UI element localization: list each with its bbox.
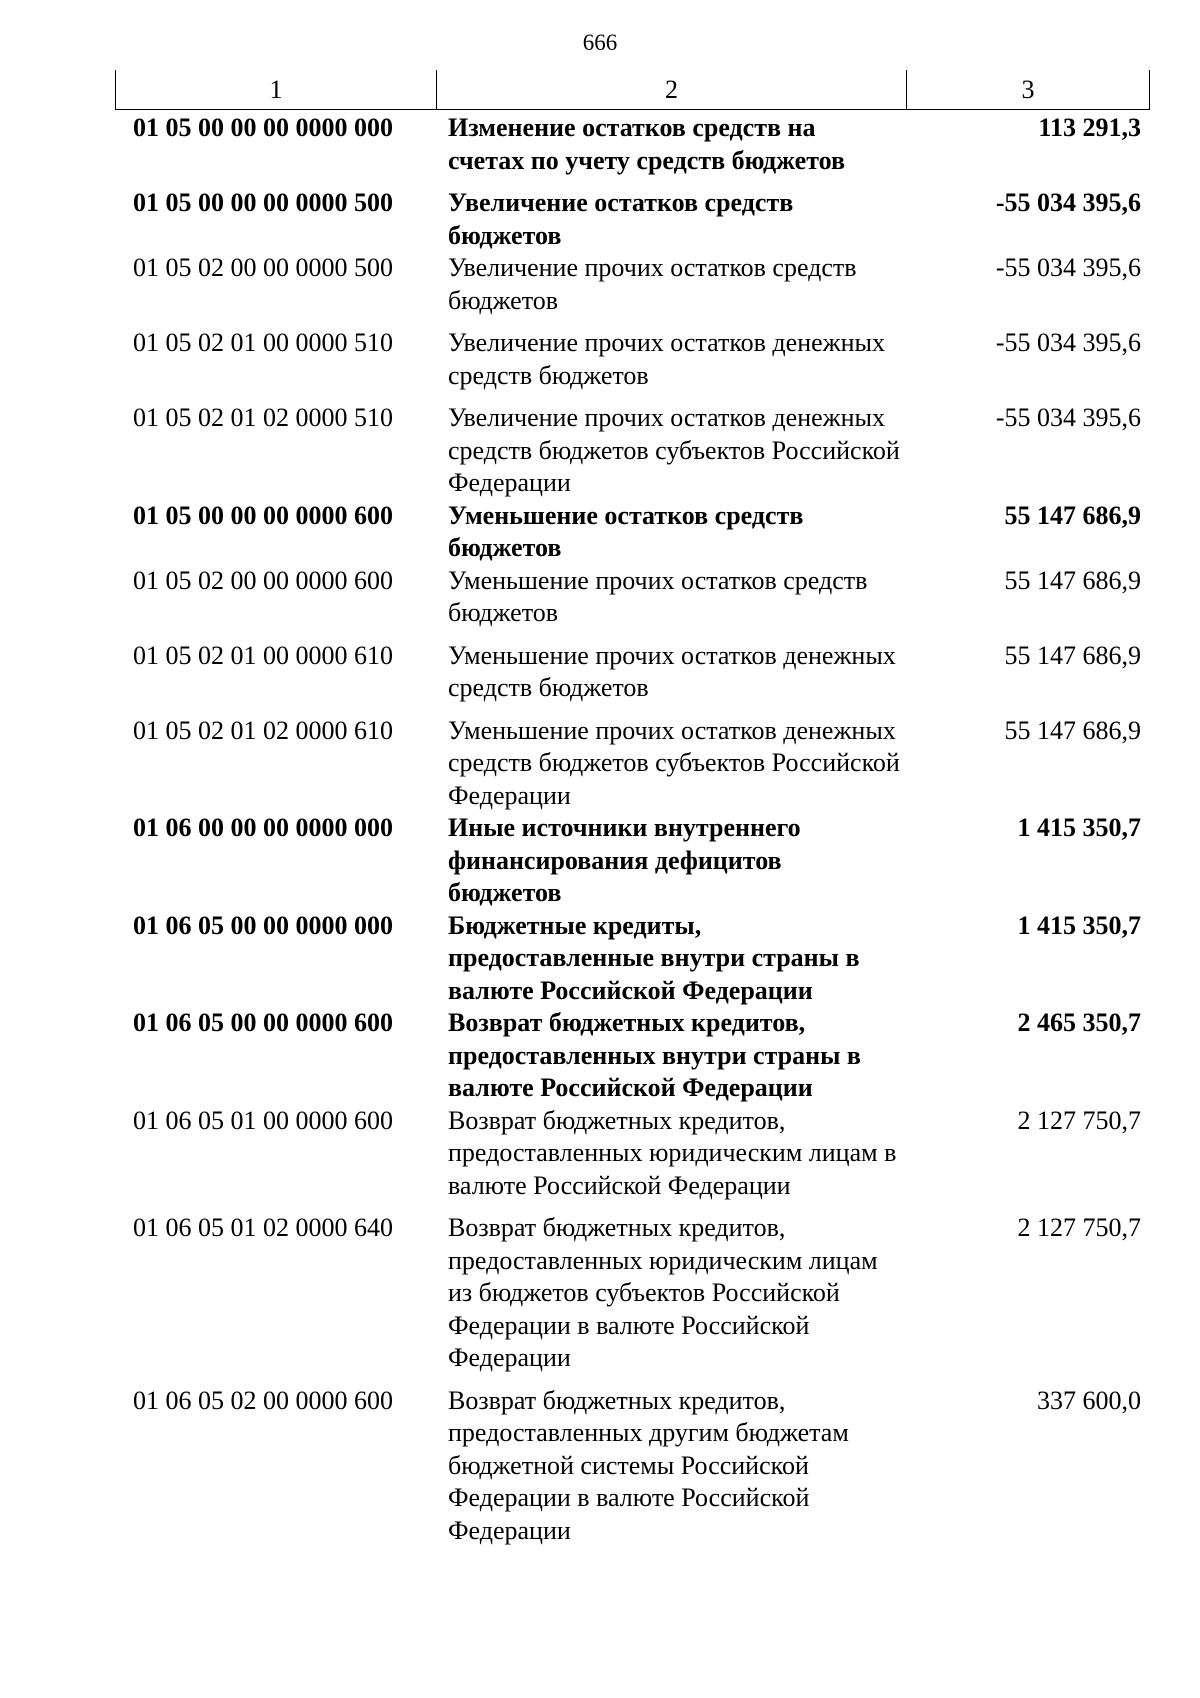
row-code: 01 06 05 00 00 0000 000 xyxy=(133,910,393,940)
row-amount: -55 034 395,6 xyxy=(995,188,1141,217)
row-code: 01 05 02 01 00 0000 610 xyxy=(133,640,393,670)
row-amount: 337 600,0 xyxy=(1037,1385,1141,1415)
row-name: Возврат бюджетных кредитов, предоставленных юридическим лицам из бюджетов субъектов Российской Федерации в валюте Российской Федерации xyxy=(448,1213,878,1372)
row-amount: 55 147 686,9 xyxy=(1004,565,1141,595)
row-amount: 2 465 350,7 xyxy=(1017,1008,1141,1037)
row-name: Иные источники внутреннего финансирования дефицитов бюджетов xyxy=(448,813,801,907)
row-code: 01 06 05 01 00 0000 600 xyxy=(133,1105,393,1135)
row-amount: 55 147 686,9 xyxy=(1004,500,1141,530)
row-code: 01 05 02 01 00 0000 510 xyxy=(133,328,393,357)
table-row xyxy=(115,327,1150,392)
row-code: 01 05 00 00 00 0000 000 xyxy=(133,113,393,142)
row-amount: 1 415 350,7 xyxy=(1017,813,1141,842)
row-amount: 1 415 350,7 xyxy=(1017,910,1141,940)
row-amount: -55 034 395,6 xyxy=(995,403,1141,432)
table-row xyxy=(115,500,1150,565)
row-amount: 113 291,3 xyxy=(1038,113,1141,142)
table-row xyxy=(115,1212,1150,1375)
row-code: 01 06 05 00 00 0000 600 xyxy=(133,1008,393,1037)
row-name: Изменение остатков средств на счетах по учету средств бюджетов xyxy=(448,113,846,175)
row-name: Увеличение прочих остатков денежных средств бюджетов xyxy=(448,328,885,390)
row-code: 01 05 02 00 00 0000 600 xyxy=(133,565,393,595)
table-row xyxy=(115,252,1150,317)
table-row xyxy=(115,565,1150,630)
table-row xyxy=(115,112,1150,177)
row-code: 01 05 02 01 02 0000 510 xyxy=(133,403,393,432)
row-amount: -55 034 395,6 xyxy=(995,253,1141,282)
row-name: Возврат бюджетных кредитов, предоставленных юридическим лицам в валюте Российской Федерации xyxy=(448,1105,897,1200)
row-code: 01 05 02 00 00 0000 500 xyxy=(133,253,393,282)
row-code: 01 06 05 01 02 0000 640 xyxy=(133,1213,393,1242)
row-name: Увеличение прочих остатков средств бюджетов xyxy=(448,253,857,315)
table-row xyxy=(115,910,1150,1008)
table-row xyxy=(115,187,1150,252)
column-header-1: 1 xyxy=(115,70,436,109)
row-code: 01 05 00 00 00 0000 600 xyxy=(133,500,393,530)
row-code: 01 06 05 02 00 0000 600 xyxy=(133,1385,393,1415)
table-row xyxy=(115,1007,1150,1105)
row-code: 01 05 00 00 00 0000 500 xyxy=(133,188,393,217)
row-name: Увеличение остатков средств бюджетов xyxy=(448,188,794,250)
row-name: Уменьшение прочих остатков денежных средств бюджетов субъектов Российской Федерации xyxy=(448,715,900,810)
row-name: Уменьшение остатков средств бюджетов xyxy=(448,500,804,562)
row-code: 01 06 00 00 00 0000 000 xyxy=(133,813,393,842)
page-number: 666 xyxy=(582,30,618,55)
table-row xyxy=(115,812,1150,910)
row-amount: 55 147 686,9 xyxy=(1004,640,1141,670)
table-row xyxy=(115,715,1150,813)
table-row xyxy=(115,1105,1150,1203)
row-name: Уменьшение прочих остатков средств бюджетов xyxy=(448,565,868,627)
table-row xyxy=(115,402,1150,500)
row-name: Возврат бюджетных кредитов, предоставленных другим бюджетам бюджетной системы Российской Федерации в валюте Российской Федерации xyxy=(448,1385,849,1545)
row-amount: -55 034 395,6 xyxy=(995,328,1141,357)
table-row xyxy=(115,640,1150,705)
column-header-2: 2 xyxy=(436,70,906,109)
table-body xyxy=(115,112,1150,1547)
table-row xyxy=(115,1385,1150,1548)
row-amount: 2 127 750,7 xyxy=(1017,1105,1141,1135)
column-header-3: 3 xyxy=(906,70,1150,109)
row-name: Возврат бюджетных кредитов, предоставленных внутри страны в валюте Российской Федерации xyxy=(448,1008,861,1102)
row-name: Бюджетные кредиты, предоставленные внутри страны в валюте Российской Федерации xyxy=(448,910,860,1005)
table-header xyxy=(115,70,1150,110)
row-code: 01 05 02 01 02 0000 610 xyxy=(133,715,393,745)
row-amount: 55 147 686,9 xyxy=(1004,715,1141,745)
row-name: Уменьшение прочих остатков денежных средств бюджетов xyxy=(448,640,896,702)
row-name: Увеличение прочих остатков денежных средств бюджетов субъектов Российской Федерации xyxy=(448,403,900,497)
row-amount: 2 127 750,7 xyxy=(1017,1213,1141,1242)
